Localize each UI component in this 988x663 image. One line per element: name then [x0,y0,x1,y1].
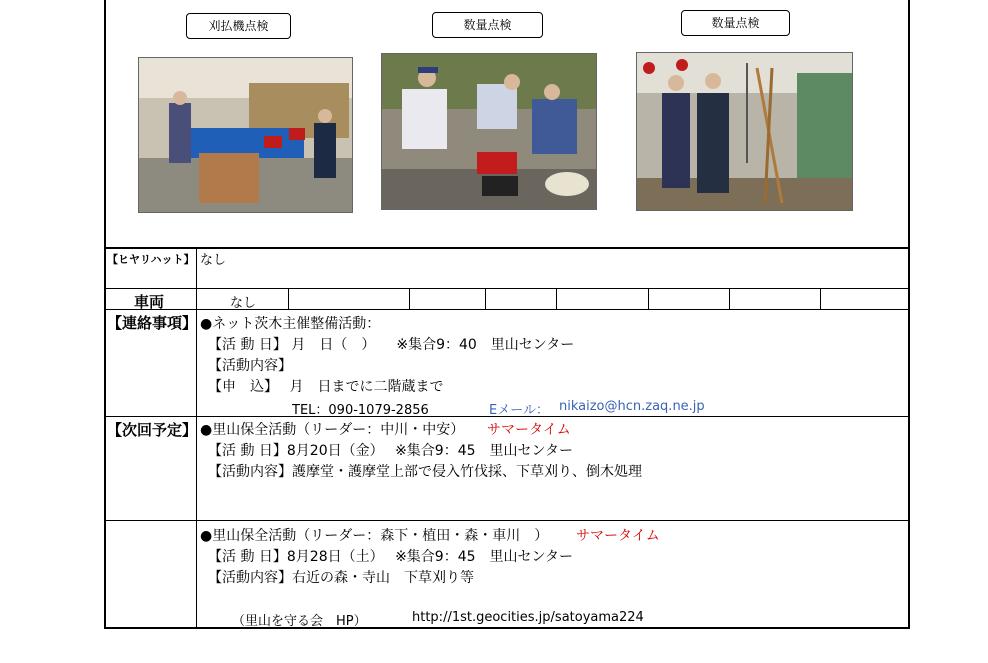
next-item-2-content-label: 【活動内容】 [208,570,292,586]
next-item-2-tag: サマータイム [576,528,660,544]
vehicle-col-3 [485,288,486,309]
contact-apply-line: 【申 込】 月 日までに二階蔵まで [208,379,444,395]
contact-date-line: 【活 動 日】 月 日（ ） ※集合9：40 里山センター [208,337,575,353]
vehicle-col-5 [648,288,649,309]
photo-brushcutter-inspection [138,57,353,213]
photo-label-1: 刈払機点検 [186,13,291,39]
vehicle-col-1 [288,288,289,309]
next-item-2-content: 右近の森・寺山 下草刈り等 [292,570,474,586]
photo-quantity-check-1 [381,53,597,210]
next-header: 【次回予定】 [107,421,198,439]
next-item-1-content: 護摩堂・護摩堂上部で侵入竹伐採、下草刈り、倒木処理 [292,464,642,480]
contact-email-link[interactable]: nikaizo@hcn.zaq.ne.jp [559,399,705,414]
photo-quantity-check-2 [636,52,853,211]
hiyari-header: 【ヒヤリハット】 [107,253,195,266]
next-item-2-date-line: 【活 動 日】8月28日（土） ※集合9：45 里山センター [208,549,573,565]
next-item-1-tag: サマータイム [487,422,571,438]
photo-label-2: 数量点検 [432,12,543,38]
photo-label-3: 数量点検 [681,10,790,36]
vehicle-col-4 [556,288,557,309]
hiyari-value: なし [200,253,227,268]
rule-contact-top [104,309,910,310]
next-item-1-title: ●里山保全活動（リーダー：中川・中安） [200,422,465,438]
vehicle-col-7 [820,288,821,309]
contact-header: 【連絡事項】 [107,314,198,332]
footer-hp-label: （里山を守る会 HP） [232,614,367,629]
contact-tel: TEL：090-1079-2856 [292,403,429,418]
footer-url-link[interactable]: http://1st.geocities.jp/satoyama224 [412,610,644,625]
contact-content-label: 【活動内容】 [208,358,292,374]
rule-vehicle-top [104,288,910,289]
next-item-1-date-line: 【活 動 日】8月20日（金） ※集合9：45 里山センター [208,443,573,459]
next-item-1-content-label: 【活動内容】 [208,464,292,480]
vehicle-col-2 [409,288,410,309]
next-item-2-title: ●里山保全活動（リーダー：森下・植田・森・車川 ） [200,528,549,544]
contact-email-label: Eメール： [489,403,549,418]
vehicle-col-6 [729,288,730,309]
vehicle-header: 車両 [134,293,165,311]
rule-next2-top [104,520,910,521]
vehicle-value: なし [230,296,257,311]
contact-title: ●ネット茨木主催整備活動： [200,316,381,332]
